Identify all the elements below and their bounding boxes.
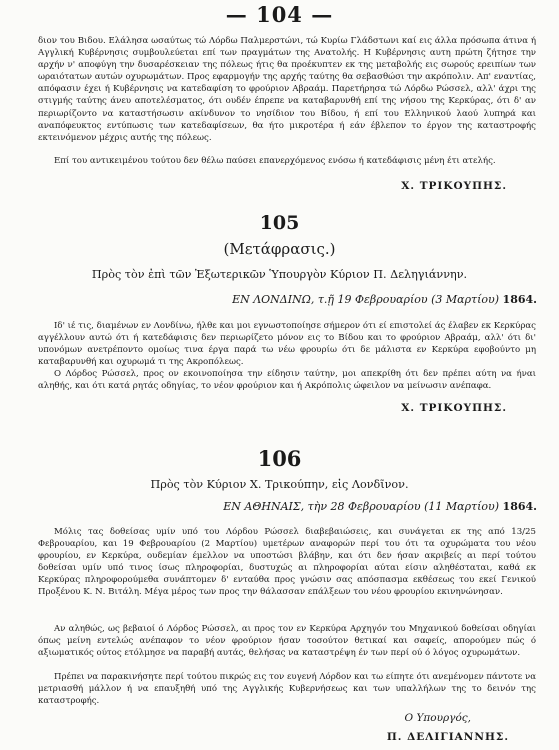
letter-104-signature: Χ. ΤΡΙΚΟΥΠΗΣ. (401, 180, 507, 192)
document-106-body-2: Αν αληθώς, ως βεβαιοί ό Λόρδος Ρώσσελ, αι προς τον εν Κερκύρα Αρχηγόν του Μηχανικού δοθείσαι οδηγίαι όπως μείνη εντελώς ανέπαφον το νέον φρούριον ήσαν τοσούτον θετικαί και σαφείς, απορούμεν πώς ό αξιωματικός ούτος ετόλμησε να παραβή αυτάς, θελήσας να καταστρέψη έν των περί ού ό λόγος οχυρωμάτων. (38, 624, 536, 659)
document-106-signature: Π. ΔΕΛΙΓΙΑΝΝΗΣ. (386, 731, 509, 743)
document-106-body-1: Μόλις τας δοθείσας υμίν υπό του Λόρδου Ρώσσελ διαβεβαιώσεις, και συνάγεται εκ της από 13/25 Φεβρουαρίου, και 19 Φεβρουαρίου (2 Μαρτίου) υμετέρων αναφορών περί του ότι τα οχυρώματα του νέου φρουρίου, εν Κερκύρα, ουδεμίαν έμελλον να υποστώσι βλάβην, και ότι δεν ήσαν ακριβείς αι περί τούτου δοθείσαι υμίν υπό τινος ίσως πληροφορίαι, δυστυχώς αι πληροφορίαι αύται είσιν αληθέσταται, καθά εκ Κερκύρας πληροφορούμεθα συνάπτομεν δ' ενταύθα προς γνώσιν σας απόσπασμα εκθέσεως του εκεί Γενικού Προξένου Κ. Ν. Βιτάλη. Μέγα μέρος των προς την θάλασσαν επάλξεων του νέου φρουρίου εκινηνώνησαν. (38, 527, 536, 598)
date-day: τὴν 28 (307, 500, 345, 513)
date-old-style: (11 Μαρτίου) (424, 500, 500, 513)
date-year: 1864. (502, 293, 537, 306)
document-106-dateline (223, 500, 537, 513)
document-106-addressee: Πρὸς τὸν Κύριον Χ. Τρικούπην, εἰς Λονδῖνον. (150, 478, 409, 491)
date-old-style: (3 Μαρτίου) (431, 293, 500, 306)
date-month: Φεβρουαρίου (348, 500, 421, 513)
document-105-signature: Χ. ΤΡΙΚΟΥΠΗΣ. (401, 402, 507, 414)
document-105-addressee: Πρὸς τὸν ἐπὶ τῶν Ἐξωτερικῶν Ὑπουργὸν Κύριον Π. Δεληγιάννην. (91, 268, 468, 281)
page-number: — 104 — (225, 2, 334, 27)
letter-104-continuation: διον του Βιδου. Ελάλησα ωσαύτως τώ Λόρδω Παλμερστώνι, τώ Κυρίω Γλάδστωνι καί εις άλλα πρόσωπα άτινα ή Αγγλική Κυβέρνησις συμβουλεύεται επί των πραγμάτων της Ανατολής. Η Κυβέρνησις αυτη πρώτη ζήτησε την αρχήν ν' αποφύγη την δυσαρέσκειαν της πόλεως ήτις θα προέκυπτεν εκ της μεταβολής εις σωρούς ερειπίων των ωραιότατων αυτών οχυρωμάτων. Προς εφαρμογήν της αρχής ταύτης θα σεβασθώσι την ακρόπολιν. Απ' εναντίας, απόφασιν έχει ή Κυβέρνησις να κατεδαφίση το φρούριον Αβραάμ. Παρετήρησα τώ Λόρδω Ρώσσελ, αλλ' άχρι της στιγμής ταύτης άνευ αποτελέσματος, ότι ουδέν έπρεπε να καταβαρυνθή επί της νήσου της Κερκύρας, ότι δ' αν περιωρίζοντο να καταστήσωσιν ακίνδυνον το νησίδιον του Βίδου, ή επί του Ελληνικού λαού λυπηρά και αναπόφευκτος εντύπωσις των κατεδαφίσεων, θα ήτο μικροτέρα ή εάν έβλεπον το έργον της καταστροφής εκτεινόμενον μέχρις αυτής της πόλεως. (38, 36, 536, 143)
document-105-number: 105 (259, 212, 300, 234)
date-year: 1864. (502, 500, 537, 513)
document-105-body-2: Ο Λόρδος Ρώσσελ, προς ον εκοινοποίησα την είδησιν ταύτην, μοι απεκρίθη ότι δεν πρέπει αύτη να ήναι αληθής, και ότι κατά ρητάς οδηγίας, το νέον φρούριον και ή Ακρόπολις ώφειλον να μείνωσιν ανέπαφα. (38, 369, 536, 392)
document-106-closing-title: Ο Υπουργός, (404, 712, 471, 724)
date-place: ΕΝ ΑΘΗΝΑΙΣ, (223, 500, 305, 513)
document-105-dateline (232, 293, 537, 306)
date-place: ΕΝ ΛΟΝΔΙΝΩ, (232, 293, 315, 306)
document-105-subtitle: (Μετάφρασις.) (223, 240, 336, 258)
date-month: Φεβρουαρίου (355, 293, 428, 306)
letter-104-closing: Επί του αντικειμένου τούτου δεν θέλω παύσει επανερχόμενος ενόσω ή κατεδάφισις μένη έτι ατελής. (54, 156, 496, 166)
date-day: τ.ῇ 19 (317, 293, 352, 306)
document-106-number: 106 (257, 446, 302, 471)
document-105-body: Ιδ' ιέ τις, διαμένων εν Λονδίνω, ήλθε και μοι εγνωστοποίησε σήμερον ότι εί επιστολεί άς έλαβεν εκ Κερκύρας αγγέλλουν αυτώ ότι ή κατεδάφισις δεν περιωρίζετο μόνον εις το Βίδου και το φρούριον Αβραάμ, αλλ' ότι δι' υπονόμων ανετρέποντο ομοίως τινα έργα παρά τω νέω φρουρίω ότι δε μάλιστα εν Κερκύρα εφοβούντο μη καταβαρυνθή και οχυρωμά τι της Ακροπόλεως. (38, 321, 536, 368)
document-106-body-3: Πρέπει να παρακινήσητε περί τούτου πικρώς εις τον ευγενή Λόρδον και τω είπητε ότι ανεμένομεν πάντοτε να μετριασθή μάλλον ή να επαυξηθή υπό της Αγγλικής Κυβερνήσεως και των υπαλλήλων της το δεινόν της καταστροφής. (38, 672, 536, 707)
